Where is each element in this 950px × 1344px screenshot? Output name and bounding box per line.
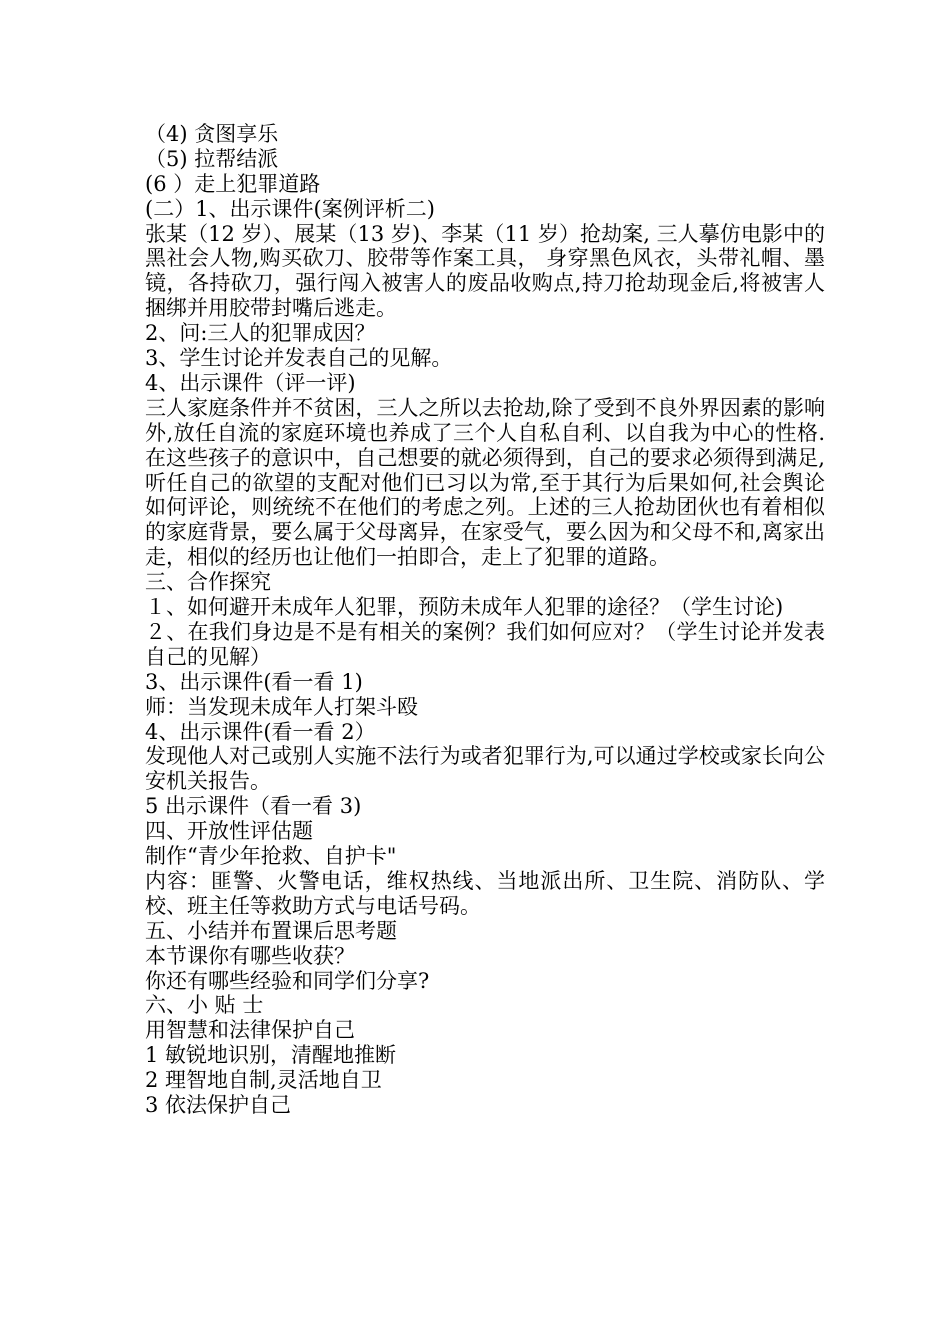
tip-3: 3 依法保护自己: [145, 1093, 292, 1118]
reflection-question-1: 本节课你有哪些收获？: [145, 943, 355, 968]
question-2: 2、问:三人的犯罪成因？: [145, 321, 376, 346]
section-4-heading: 四、开放性评估题: [145, 819, 313, 844]
section-3-heading: 三、合作探究: [145, 570, 271, 595]
case-description: 张某（12 岁）、展某（13 岁)、李某（11 岁）抢劫案, 三人摹仿电影中的黑社会人物,购买砍刀、胶带等作案工具， 身穿黑色风衣，头带礼帽、墨镜，各持砍刀，强行闯入被害人的废品收购点,持刀抢劫现金后,将被害人捆绑并用胶带封嘴后逃走。: [145, 221, 825, 321]
reflection-question-2: 你还有哪些经验和同学们分享?: [145, 968, 430, 993]
step-4: 4、出示课件（评一评): [145, 370, 356, 395]
document-body: [145, 122, 825, 1118]
list-item-5: （5) 拉帮结派: [145, 146, 279, 171]
teacher-line: 师：当发现未成年人打架斗殴: [145, 694, 418, 719]
tips-title: 用智慧和法律保护自己: [145, 1018, 355, 1043]
discussion-question-2: ２、在我们身边是不是有相关的案例？我们如何应对？（学生讨论并发表自己的见解）: [145, 620, 825, 669]
make-card-line: 制作“青少年抢救、自护卡": [145, 844, 397, 869]
list-item-6: (6 ）走上犯罪道路: [145, 171, 321, 196]
comment-paragraph: 三人家庭条件并不贫困，三人之所以去抢劫,除了受到不良外界因素的影响外,放任自流的家庭环境也养成了三个人自私自利、以自我为中心的性格.在这些孩子的意识中，自己想要的就必须得到，自己的要求必须得到满足,听任自己的欲望的支配对他们已习以为常,至于其行为后果如何,社会舆论如何评论，则统统不在他们的考虑之列。上述的三人抢劫团伙也有着相似的家庭背景，要么属于父母离异，在家受气，要么因为和父母不和,离家出走，相似的经历也让他们一拍即合，走上了犯罪的道路。: [145, 395, 825, 570]
courseware-3: 3、出示课件(看一看 1): [145, 669, 363, 694]
courseware-5: 5 出示课件（看一看 3): [145, 794, 362, 819]
courseware-4: 4、出示课件(看一看 2）: [145, 719, 376, 744]
discussion-question-1: １、如何避开未成年人犯罪，预防未成年人犯罪的途径？（学生讨论): [145, 595, 784, 620]
section-5-heading: 五、小结并布置课后思考题: [145, 918, 397, 943]
section-2-heading: (二）1、出示课件(案例评析二): [145, 196, 435, 221]
tip-2: 2 理智地自制,灵活地自卫: [145, 1068, 382, 1093]
section-6-heading: 六、小 贴 士: [145, 993, 264, 1018]
tip-1: 1 敏锐地识别，清醒地推断: [145, 1043, 397, 1068]
list-item-4: （4) 贪图享乐: [145, 122, 279, 146]
step-3: 3、学生讨论并发表自己的见解。: [145, 346, 453, 371]
report-paragraph: 发现他人对己或别人实施不法行为或者犯罪行为,可以通过学校或家长向公安机关报告。: [145, 744, 825, 794]
card-content-paragraph: 内容：匪警、火警电话，维权热线、当地派出所、卫生院、消防队、学校、班主任等救助方式与电话号码。: [145, 868, 825, 918]
